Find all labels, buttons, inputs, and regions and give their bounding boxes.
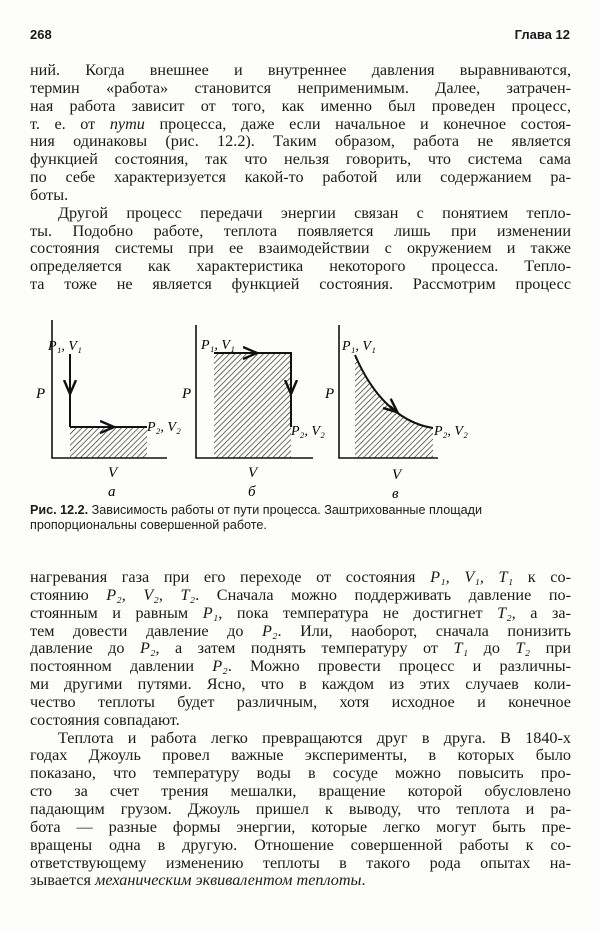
p-axis-label: P <box>325 386 335 402</box>
v-axis-label: V <box>392 467 402 483</box>
text-segment: определяется как характеристика некоторого процесса. Тепло- <box>30 257 571 276</box>
text-segment: функцией состояния, так что нельзя говорить, что система сама <box>30 150 571 169</box>
chapter-title: Глава 12 <box>514 27 570 42</box>
text-segment: ний. Когда внешнее и внутреннее давления выравниваются, <box>30 61 571 79</box>
text-line <box>30 855 571 873</box>
p-axis-label: P <box>182 386 192 402</box>
italic-text: T₂ <box>497 603 512 622</box>
p-axis-label: P <box>36 386 46 402</box>
text-line <box>30 587 571 605</box>
figure-caption <box>30 503 571 533</box>
text-line <box>30 276 571 294</box>
text-segment: Теплота и работа легко превращаются друг в друга. В 1840-х <box>58 728 571 747</box>
italic-text: механическим эквивалентом теплоты <box>95 871 362 890</box>
text-line <box>30 872 571 890</box>
text-segment: бота — разные формы энергии, которые легко могут быть пре- <box>30 817 571 836</box>
text-block-1 <box>30 62 571 294</box>
work-area <box>70 427 147 458</box>
text-segment: при <box>530 639 571 658</box>
text-segment: вращены одна в другую. Отношение совершенной работы к со- <box>30 835 571 854</box>
text-segment: боты. <box>30 185 69 204</box>
end-label: P₂, V₂ <box>291 424 325 439</box>
text-line <box>30 169 571 187</box>
text-segment: . <box>361 871 366 890</box>
v-axis-label: V <box>108 465 118 481</box>
text-segment: ты. Подобно работе, теплота появляется лишь при изменении <box>30 221 571 240</box>
text-segment: та тоже не является функцией состояния. Рассмотрим процесс <box>30 275 571 294</box>
text-segment: . Или, наоборот, сначала понизить <box>277 621 571 640</box>
text-line <box>30 223 571 241</box>
text-segment: ми другими путями. Ясно, что в каждом из этих случаев коли- <box>30 675 571 694</box>
text-segment: состояния совпадают. <box>30 710 180 729</box>
text-segment: по себе характеризуется какой-то работой или содержанием ра- <box>30 168 571 187</box>
text-line <box>30 837 571 855</box>
text-line <box>30 258 571 276</box>
text-line <box>30 623 571 641</box>
text-line <box>30 819 571 837</box>
text-line <box>30 98 571 116</box>
italic-text: P₁, V₁, T₁ <box>430 568 514 586</box>
italic-text: T₂ <box>515 639 531 658</box>
text-segment: . Сначала можно поддерживать давление по- <box>195 585 571 604</box>
panel-label: а <box>108 484 116 500</box>
text-line <box>30 640 571 658</box>
text-segment: т. е. от <box>30 114 110 133</box>
italic-text: P₂ <box>261 621 278 640</box>
caption-text-1: Зависимость работы от пути процесса. Заштрихованные площади <box>88 503 483 517</box>
text-segment: стоянным и равным <box>30 603 203 622</box>
italic-text: пути <box>109 114 145 133</box>
italic-text: P₁ <box>202 603 219 622</box>
text-line <box>30 676 571 694</box>
caption-text-2: пропорциональны совершенной работе. <box>30 518 267 532</box>
text-segment: сто за счет трения мешалки, вращение которой обусловлено <box>30 782 571 801</box>
text-line <box>30 116 571 134</box>
italic-text: P₂ <box>139 639 156 658</box>
text-segment: , а затем поднять температуру от <box>155 639 454 658</box>
text-line <box>30 801 571 819</box>
work-area <box>355 355 433 458</box>
text-segment: процесса, даже если начальное и конечное состоя- <box>144 114 571 133</box>
text-segment: годах Джоуль провел важные эксперименты, в которых было <box>30 746 571 765</box>
text-line <box>30 658 571 676</box>
text-segment: постоянном давлении <box>30 657 213 676</box>
text-segment: зывается <box>30 871 96 890</box>
italic-text: P₂, V₂, T₂ <box>106 585 196 604</box>
text-segment: . Можно провести процесс и различны- <box>227 657 571 676</box>
figure-12-2 <box>0 300 600 500</box>
text-line <box>30 205 571 223</box>
start-label: P₁, V₁ <box>342 339 376 354</box>
text-line <box>30 605 571 623</box>
text-segment: нагревания газа при его переходе от состояния <box>30 568 431 586</box>
text-segment: , пока температура не достигнет <box>218 603 498 622</box>
text-line <box>30 151 571 169</box>
text-segment: показано, что температуру воды в сосуде можно повысить про- <box>30 764 571 783</box>
text-segment: Другой процесс передачи энергии связан с понятием тепло- <box>58 203 571 222</box>
text-segment: , а за- <box>511 603 572 622</box>
text-line <box>30 569 571 587</box>
panel-c <box>324 325 468 500</box>
text-segment: чество теплоты будет различным, хотя исходное и конечное <box>30 692 571 711</box>
text-segment: ная работа зависит от того, как именно был проведен процесс, <box>30 96 571 115</box>
work-area <box>214 353 291 458</box>
start-label: P₁, V₁ <box>201 338 235 353</box>
text-segment: ответствующему изменению теплоты в такого рода опытах на- <box>30 853 571 872</box>
panel-a <box>35 320 181 500</box>
end-label: P₂, V₂ <box>147 420 181 435</box>
italic-text: T₁ <box>453 639 469 658</box>
text-line <box>30 747 571 765</box>
panel-label: б <box>248 484 256 500</box>
panel-label: в <box>392 486 399 500</box>
text-line <box>30 694 571 712</box>
start-label: P₁, V₁ <box>48 339 82 354</box>
text-segment: до <box>468 639 516 658</box>
text-segment: стоянию <box>30 585 107 604</box>
text-line <box>30 240 571 258</box>
text-block-2 <box>30 569 571 890</box>
text-line <box>30 187 571 205</box>
text-line <box>30 765 571 783</box>
italic-text: P₂ <box>212 657 228 676</box>
text-segment: тем довести давление до <box>30 621 262 640</box>
text-segment: падающим грузом. Джоуль пришел к выводу, что теплота и ра- <box>30 799 571 818</box>
text-line <box>30 712 571 730</box>
end-label: P₂, V₂ <box>434 424 468 439</box>
text-segment: состояния системы при ее взаимодействии с окружением и также <box>30 239 571 258</box>
text-line <box>30 783 571 801</box>
text-segment: ния одинаковы (рис. 12.2). Таким образом, работа не является <box>30 132 571 151</box>
text-line <box>30 133 571 151</box>
text-segment: к со- <box>513 568 571 586</box>
text-segment: термин «работа» становится неприменимым. Далее, затрачен- <box>30 78 571 97</box>
v-axis-label: V <box>248 465 258 481</box>
text-line <box>30 80 571 98</box>
text-line <box>30 62 571 80</box>
text-segment: давление до <box>30 639 140 658</box>
caption-label: Рис. 12.2. <box>30 503 89 517</box>
page-number: 268 <box>30 27 52 42</box>
text-line <box>30 730 571 748</box>
panel-b <box>181 325 325 500</box>
